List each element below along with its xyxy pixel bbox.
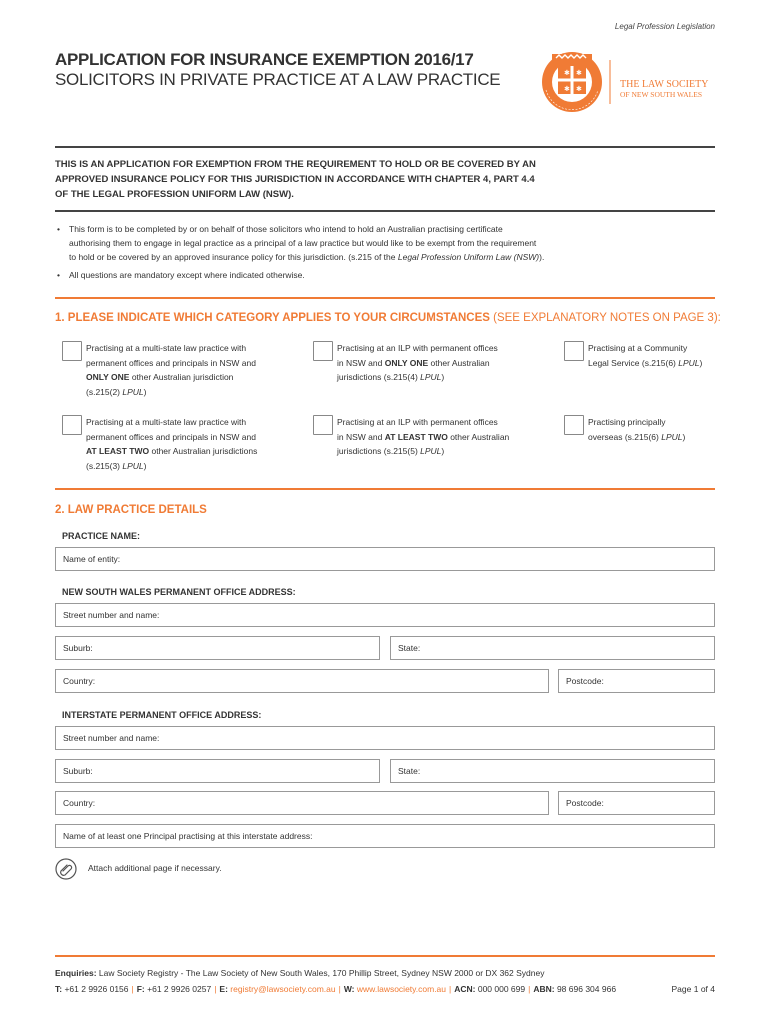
svg-text:✱: ✱ [576,69,582,77]
field-label: Suburb: [63,643,93,653]
interstate-postcode-field[interactable] [558,791,715,815]
nsw-street-field[interactable] [55,603,715,627]
field-label: Country: [63,676,96,686]
category-multistate-one-label: Practising at a multi-state law practice with permanent offices and principals in NSW and ONLY ONE other Australian jurisdiction (s.215(2) LPUL) [86,343,256,397]
field-label: Name of at least one Principal practising at this interstate address: [63,831,313,841]
field-label: Postcode: [566,676,604,686]
field-label: Postcode: [566,798,604,808]
category-ilp-one-checkbox[interactable] [313,341,333,361]
form-subtitle: SOLICITORS IN PRIVATE PRACTICE AT A LAW PRACTICE [55,70,501,89]
principal-name-field[interactable] [55,824,715,848]
field-label: Suburb: [63,766,93,776]
footer-contacts: T: +61 2 9926 0156 | F: +61 2 9926 0257 | E: registry@lawsociety.com.au | W: www.lawsociety.com.au | ACN: 000 000 699 | ABN: 98 696 304 966 [55,984,617,994]
crest-icon [532,50,716,114]
instruction-text: • This form is to be completed by or on behalf of those solicitors who intend to hold an Australian practising certificate [69,224,503,234]
logo-name: THE LAW SOCIETY [620,79,709,90]
form-title: APPLICATION FOR INSURANCE EXEMPTION 2016/17 [55,50,474,69]
interstate-country-field[interactable] [55,791,549,815]
category-overseas-checkbox[interactable] [564,415,584,435]
svg-text:✱: ✱ [564,85,570,93]
website-link[interactable]: www.lawsociety.com.au [356,984,447,994]
intro-divider [55,210,715,212]
nsw-postcode-field[interactable] [558,669,715,693]
category-community-checkbox[interactable] [564,341,584,361]
category-ilp-two-label: Practising at an ILP with permanent offices in NSW and AT LEAST TWO other Australian jurisdictions (s.215(5) LPUL) [337,417,510,456]
category-overseas-label: Practising principally overseas (s.215(6) LPUL) [588,417,686,442]
section2-title: 2. LAW PRACTICE DETAILS [55,504,207,516]
category-multistate-one-checkbox[interactable] [62,341,82,361]
field-label: Name of entity: [63,554,121,564]
interstate-suburb-field[interactable] [55,759,380,783]
legislation-label: Legal Profession Legislation [614,22,715,31]
intro-statement [55,157,675,202]
interstate-street-field[interactable] [55,726,715,750]
intro-line-3: OF THE LEGAL PROFESSION UNIFORM LAW (NSW). [55,189,294,200]
email-link[interactable]: registry@lawsociety.com.au [230,984,336,994]
category-community-label: Practising at a Community Legal Service (s.215(6) LPUL) [588,343,703,368]
field-label: Street number and name: [63,610,160,620]
page-number: Page 1 of 4 [671,984,715,994]
category-multistate-two-label: Practising at a multi-state law practice with permanent offices and principals in NSW and AT LEAST TWO other Australian jurisdictions (s.215(3) LPUL) [86,417,258,471]
field-label: State: [398,766,421,776]
footer-divider [55,955,715,957]
category-multistate-two-checkbox[interactable] [62,415,82,435]
section1-note: (SEE EXPLANATORY NOTES ON PAGE 3): [489,312,721,324]
section1-title: 1. PLEASE INDICATE WHICH CATEGORY APPLIES TO YOUR CIRCUMSTANCES (SEE EXPLANATORY NOTES ON PAGE 3): [55,312,721,324]
nsw-suburb-field[interactable] [55,636,380,660]
section-divider [55,488,715,490]
field-label: Street number and name: [63,733,160,743]
header-divider [55,146,715,148]
logo-subname: OF NEW SOUTH WALES [620,90,703,99]
section-divider [55,297,715,299]
field-label: State: [398,643,421,653]
interstate-address-heading: INTERSTATE PERMANENT OFFICE ADDRESS: [62,710,262,720]
svg-text:✱: ✱ [564,69,570,77]
instruction-item: • All questions are mandatory except where indicated otherwise. [55,268,695,282]
instruction-text: authorising them to engage in legal practice as a principal of a law practice but would like to be exempt from the requirement [69,238,537,248]
category-ilp-one-label: Practising at an ILP with permanent offices in NSW and ONLY ONE other Australian jurisdictions (s.215(4) LPUL) [337,343,498,382]
attach-note: Attach additional page if necessary. [88,863,222,873]
intro-line-2: APPROVED INSURANCE POLICY FOR THIS JURISDICTION IN ACCORDANCE WITH CHAPTER 4, PART 4.4 [55,174,535,185]
nsw-country-field[interactable] [55,669,549,693]
practice-name-heading: PRACTICE NAME: [62,531,140,541]
entity-name-field[interactable] [55,547,715,571]
nsw-state-field[interactable] [390,636,715,660]
footer-enquiries: Enquiries: Law Society Registry - The Law Society of New South Wales, 170 Phillip Street, Sydney NSW 2000 or DX 362 Sydney [55,968,545,978]
intro-line-1: THIS IS AN APPLICATION FOR EXEMPTION FROM THE REQUIREMENT TO HOLD OR BE COVERED BY AN [55,159,536,170]
field-label: Country: [63,798,96,808]
instructions-list [55,222,695,286]
interstate-state-field[interactable] [390,759,715,783]
instruction-item [55,222,695,264]
law-society-logo [532,50,716,114]
paperclip-icon [55,858,77,880]
svg-text:✱: ✱ [576,85,582,93]
nsw-address-heading: NEW SOUTH WALES PERMANENT OFFICE ADDRESS: [62,587,296,597]
category-ilp-two-checkbox[interactable] [313,415,333,435]
instruction-text: to hold or be covered by an approved insurance policy for this jurisdiction. (s.215 of the Legal Profession Uniform Law (NSW)). [69,252,545,262]
